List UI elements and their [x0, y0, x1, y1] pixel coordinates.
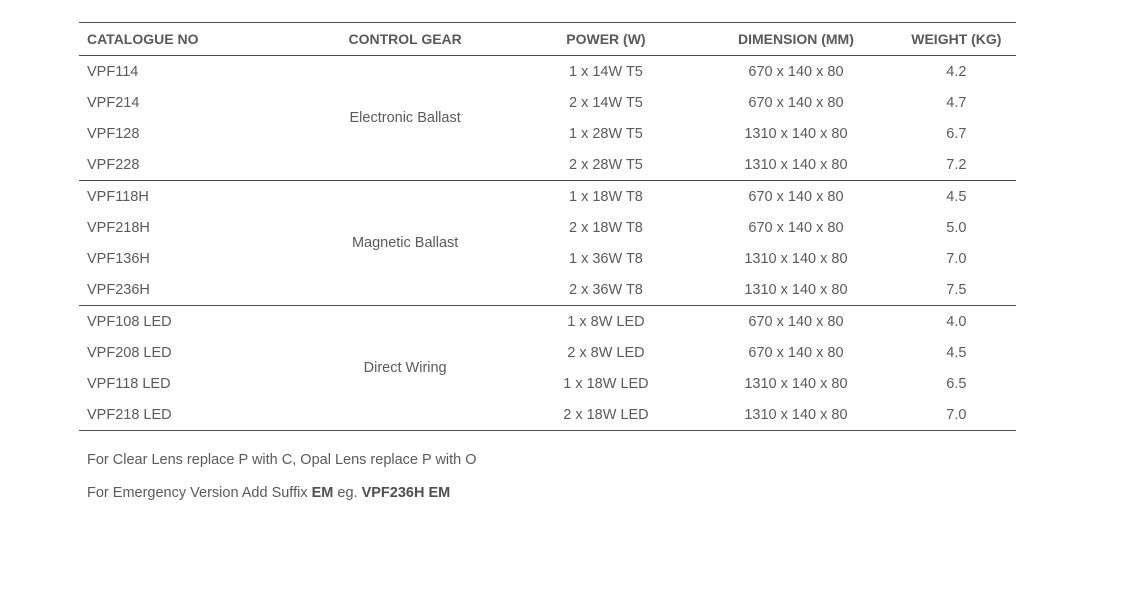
- table-row: [79, 56, 1016, 88]
- table-footnotes: [87, 450, 477, 516]
- weight-cell: 5.0: [946, 219, 967, 236]
- catalogue-no-cell: VPF118H: [87, 188, 149, 205]
- power-cell: 1 x 18W LED: [563, 375, 649, 392]
- control-gear-cell: Magnetic Ballast: [294, 181, 517, 306]
- weight-cell: 6.5: [946, 375, 967, 392]
- table-row: [79, 368, 1016, 399]
- catalogue-no-cell: VPF208 LED: [87, 344, 172, 361]
- emergency-example-code: VPF236H EM: [361, 485, 451, 501]
- table-row: [79, 87, 1016, 118]
- power-cell: 2 x 28W T5: [517, 149, 695, 181]
- dimension-cell: 1310 x 140 x 80: [744, 125, 848, 142]
- weight-cell: 6.7: [946, 125, 967, 142]
- table-row: [79, 399, 1016, 431]
- dimension-cell: 670 x 140 x 80: [748, 219, 844, 236]
- catalogue-no-cell: VPF218 LED: [87, 406, 172, 423]
- dimension-cell: 670 x 140 x 80: [748, 313, 844, 330]
- header-catalogue-no: CATALOGUE NO: [79, 23, 294, 56]
- product-spec-table: [79, 22, 1016, 431]
- table-row: [79, 212, 1016, 243]
- power-cell: 2 x 14W T5: [569, 94, 643, 111]
- group-direct-wiring: [79, 306, 1016, 431]
- power-cell: 1 x 28W T5: [569, 125, 643, 142]
- table-row: [79, 337, 1016, 368]
- dimension-cell: 1310 x 140 x 80: [744, 406, 848, 423]
- power-cell: 2 x 8W LED: [567, 344, 645, 361]
- dimension-cell: 1310 x 140 x 80: [695, 274, 897, 306]
- header-weight: WEIGHT (KG): [897, 23, 1016, 56]
- control-gear-cell: Electronic Ballast: [294, 56, 517, 181]
- weight-cell: 4.2: [946, 63, 967, 80]
- power-cell: 2 x 18W LED: [563, 406, 649, 423]
- power-cell: 1 x 36W T8: [569, 250, 643, 267]
- emergency-suffix-code: EM: [311, 485, 334, 501]
- table-row: [79, 149, 1016, 181]
- table-row: [79, 118, 1016, 149]
- catalogue-no-cell: VPF108 LED: [87, 313, 172, 330]
- table-row: [79, 181, 1016, 213]
- catalogue-no-cell: VPF118 LED: [87, 375, 171, 392]
- catalogue-no-cell: VPF214: [87, 94, 140, 111]
- power-cell: 2 x 36W T8: [517, 274, 695, 306]
- weight-cell: 7.5: [897, 274, 1016, 306]
- table-row: [79, 306, 1016, 338]
- weight-cell: 7.2: [897, 149, 1016, 181]
- weight-cell: 4.5: [946, 344, 967, 361]
- control-gear-cell: Direct Wiring: [363, 360, 447, 376]
- weight-cell: 4.5: [946, 188, 967, 205]
- group-electronic-ballast: [79, 56, 1016, 181]
- emergency-note: [87, 483, 477, 516]
- dimension-cell: 670 x 140 x 80: [748, 188, 844, 205]
- power-cell: 1 x 14W T5: [569, 63, 643, 80]
- catalogue-no-cell: VPF114: [87, 63, 139, 80]
- dimension-cell: 1310 x 140 x 80: [695, 149, 897, 181]
- catalogue-no-cell: VPF228: [79, 149, 294, 181]
- dimension-cell: 670 x 140 x 80: [748, 63, 844, 80]
- header-power: POWER (W): [517, 23, 695, 56]
- lens-note: For Clear Lens replace P with C, Opal Lens replace P with O: [87, 452, 477, 468]
- dimension-cell: 1310 x 140 x 80: [744, 375, 848, 392]
- weight-cell: 7.0: [946, 406, 967, 423]
- dimension-cell: 670 x 140 x 80: [748, 94, 844, 111]
- emergency-note-eg: eg.: [333, 485, 362, 501]
- catalogue-no-cell: VPF236H: [79, 274, 294, 306]
- table-header-row: [79, 23, 1016, 56]
- table-row: [79, 274, 1016, 306]
- header-control-gear: CONTROL GEAR: [294, 23, 517, 56]
- group-magnetic-ballast: [79, 181, 1016, 306]
- weight-cell: 7.0: [946, 250, 967, 267]
- emergency-note-prefix: For Emergency Version Add Suffix: [87, 485, 312, 501]
- weight-cell: 4.7: [946, 94, 967, 111]
- dimension-cell: 1310 x 140 x 80: [744, 250, 848, 267]
- table-row: [79, 243, 1016, 274]
- catalogue-no-cell: VPF218H: [87, 219, 150, 236]
- power-cell: 1 x 8W LED: [567, 313, 645, 330]
- dimension-cell: 670 x 140 x 80: [748, 344, 844, 361]
- weight-cell: 4.0: [946, 313, 967, 330]
- catalogue-no-cell: VPF128: [87, 125, 140, 142]
- catalogue-no-cell: VPF136H: [87, 250, 150, 267]
- header-dimension: DIMENSION (MM): [695, 23, 897, 56]
- power-cell: 2 x 18W T8: [569, 219, 643, 236]
- power-cell: 1 x 18W T8: [569, 188, 643, 205]
